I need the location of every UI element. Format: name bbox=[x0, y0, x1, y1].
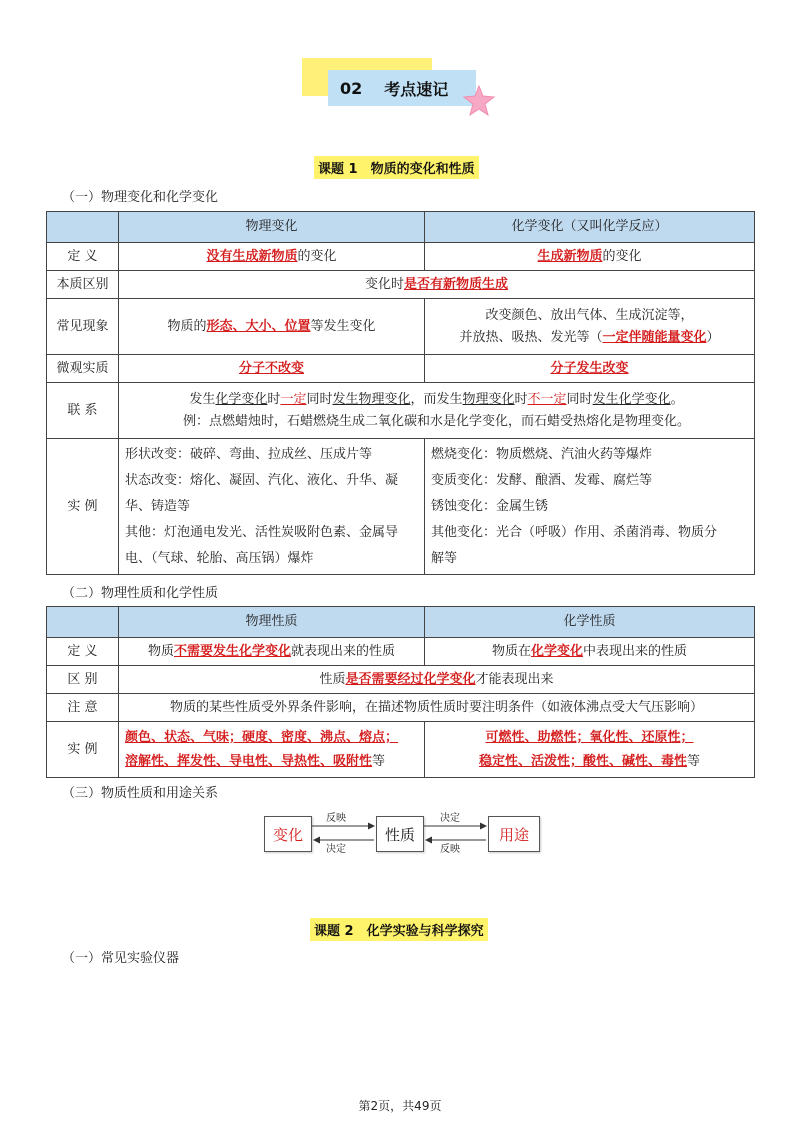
diagram-box-change: 变化 bbox=[264, 816, 312, 852]
diagram-box-use: 用途 bbox=[488, 816, 540, 852]
cell2-chemical-examples: 可燃性、助燃性；氧化性、还原性； 稳定性、活泼性；酸性、碱性、毒性等 bbox=[425, 722, 755, 778]
cell2-physical-definition: 物质不需要发生化学变化就表现出来的性质 bbox=[119, 638, 425, 666]
label-reflect-left: 反映 bbox=[326, 813, 346, 824]
label-reflect-right: 反映 bbox=[440, 844, 460, 855]
cell-chemical-micro: 分子发生改变 bbox=[425, 355, 755, 383]
row2-label-definition: 定 义 bbox=[47, 638, 119, 666]
section-3-heading: （三）物质性质和用途关系 bbox=[62, 786, 219, 801]
table-header-physical: 物理变化 bbox=[119, 212, 425, 243]
cell2-chemical-definition: 物质在化学变化中表现出来的性质 bbox=[425, 638, 755, 666]
row-label-relation: 联 系 bbox=[47, 383, 119, 439]
cell2-note: 物质的某些性质受外界条件影响，在描述物质性质时要注明条件（如液体沸点受大气压影响） bbox=[119, 694, 755, 722]
cell-physical-examples: 形状改变：破碎、弯曲、拉成丝、压成片等 状态改变：熔化、凝固、汽化、液化、升华、凝 华、铸造等 其他：灯泡通电发光、活性炭吸附色素、金属导 电、（气球、轮胎、高压锅）爆炸 bbox=[119, 439, 425, 575]
star-icon bbox=[462, 84, 496, 118]
table-physical-chemical-change bbox=[46, 211, 755, 575]
cell2-difference: 性质是否需要经过化学变化才能表现出来 bbox=[119, 666, 755, 694]
cell-physical-definition: 没有生成新物质的变化 bbox=[119, 243, 425, 271]
topic-1-title: 课题 1 物质的变化和性质 bbox=[314, 156, 479, 179]
cell-chemical-phenomena: 改变颜色、放出气体、生成沉淀等， 并放热、吸热、发光等（一定伴随能量变化） bbox=[425, 299, 755, 355]
page-footer: 第2页，共49页 bbox=[358, 1099, 442, 1113]
section-2-heading: （二）物理性质和化学性质 bbox=[62, 586, 219, 601]
row2-label-difference: 区 别 bbox=[47, 666, 119, 694]
cell-physical-micro: 分子不改变 bbox=[119, 355, 425, 383]
section-1-heading: （一）物理变化和化学变化 bbox=[62, 190, 219, 205]
cell-chemical-definition: 生成新物质的变化 bbox=[425, 243, 755, 271]
row-label-essence: 本质区别 bbox=[47, 271, 119, 299]
row-label-definition: 定 义 bbox=[47, 243, 119, 271]
topic-2-title: 课题 2 化学实验与科学探究 bbox=[310, 918, 488, 941]
table-corner bbox=[47, 212, 119, 243]
row-label-phenomena: 常见现象 bbox=[47, 299, 119, 355]
banner-title: 考点速记 bbox=[384, 79, 449, 99]
banner-number: 02 bbox=[340, 78, 363, 98]
table-physical-chemical-property bbox=[46, 606, 755, 778]
section-banner bbox=[328, 70, 476, 106]
cell2-physical-examples: 颜色、状态、气味；硬度、密度、沸点、熔点； 溶解性、挥发性、导电性、导热性、吸附性等 bbox=[119, 722, 425, 778]
table2-corner bbox=[47, 607, 119, 638]
table2-header-chemical: 化学性质 bbox=[425, 607, 755, 638]
table-header-chemical: 化学变化（又叫化学反应） bbox=[425, 212, 755, 243]
label-decide-left: 决定 bbox=[326, 844, 346, 855]
row2-label-note: 注 意 bbox=[47, 694, 119, 722]
cell-physical-phenomena: 物质的形态、大小、位置等发生变化 bbox=[119, 299, 425, 355]
row-label-micro: 微观实质 bbox=[47, 355, 119, 383]
cell-relation: 发生化学变化时一定同时发生物理变化，而发生物理变化时不一定同时发生化学变化。 例：点燃蜡烛时，石蜡燃烧生成二氧化碳和水是化学变化，而石蜡受热熔化是物理变化。 bbox=[119, 383, 755, 439]
cell-essence: 变化时是否有新物质生成 bbox=[119, 271, 755, 299]
row-label-examples: 实 例 bbox=[47, 439, 119, 575]
cell-chemical-examples: 燃烧变化：物质燃烧、汽油火药等爆炸 变质变化：发酵、酿酒、发霉、腐烂等 锈蚀变化：金属生锈 其他变化：光合（呼吸）作用、杀菌消毒、物质分 解等 bbox=[425, 439, 755, 575]
section-4-heading: （一）常见实验仪器 bbox=[62, 951, 180, 966]
label-decide-right: 决定 bbox=[440, 813, 460, 824]
table2-header-physical: 物理性质 bbox=[119, 607, 425, 638]
row2-label-examples: 实 例 bbox=[47, 722, 119, 778]
diagram-box-property: 性质 bbox=[376, 816, 424, 852]
